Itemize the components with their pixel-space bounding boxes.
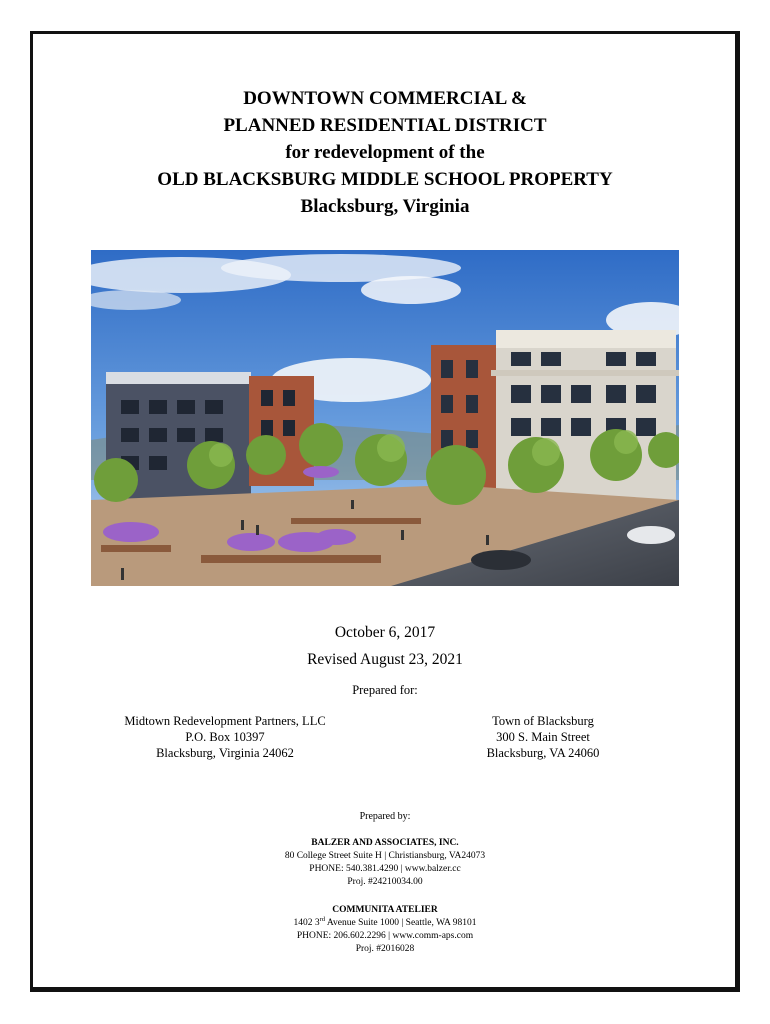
revised-date: Revised August 23, 2021 xyxy=(307,651,463,668)
prepared-for-label: Prepared for: xyxy=(352,683,418,697)
firm-name: BALZER AND ASSOCIATES, INC. xyxy=(311,838,459,848)
client-town xyxy=(463,713,623,761)
title-line-4: OLD BLACKSBURG MIDDLE SCHOOL PROPERTY xyxy=(157,169,613,190)
client-city: Blacksburg, VA 24060 xyxy=(486,746,600,760)
client-midtown xyxy=(110,713,340,761)
firm-address: 80 College Street Suite H | Christiansburg, VA24073 xyxy=(284,851,486,861)
firm-project: Proj. #24210034.00 xyxy=(347,877,423,887)
firm-address-rest: Avenue Suite 1000 | Seattle, WA 98101 xyxy=(325,918,477,928)
firm-address-number: 1402 3 xyxy=(293,918,320,928)
firm-project: Proj. #2016028 xyxy=(355,944,415,954)
architectural-rendering-image xyxy=(91,250,679,586)
document-dates xyxy=(0,619,770,673)
prepared-by-label: Prepared by: xyxy=(359,811,411,822)
client-address: 300 S. Main Street xyxy=(496,730,590,744)
client-address: P.O. Box 10397 xyxy=(185,730,265,744)
firm-contact: PHONE: 206.602.2296 | www.comm-aps.com xyxy=(296,931,474,941)
original-date: October 6, 2017 xyxy=(334,624,436,641)
document-title xyxy=(0,85,770,220)
title-line-1: DOWNTOWN COMMERCIAL & xyxy=(243,88,527,109)
firm-communita xyxy=(0,904,770,956)
client-city: Blacksburg, Virginia 24062 xyxy=(156,746,294,760)
firm-name: COMMUNITA ATELIER xyxy=(332,905,438,915)
title-line-3: for redevelopment of the xyxy=(285,142,485,163)
firm-balzer xyxy=(0,837,770,889)
title-line-5: Blacksburg, Virginia xyxy=(300,196,470,217)
title-line-2: PLANNED RESIDENTIAL DISTRICT xyxy=(223,115,547,136)
firm-contact: PHONE: 540.381.4290 | www.balzer.cc xyxy=(309,864,461,874)
firm-address xyxy=(0,917,770,930)
client-name: Town of Blacksburg xyxy=(492,714,594,728)
client-name: Midtown Redevelopment Partners, LLC xyxy=(124,714,326,728)
firm-address-ordinal: rd xyxy=(319,915,326,923)
